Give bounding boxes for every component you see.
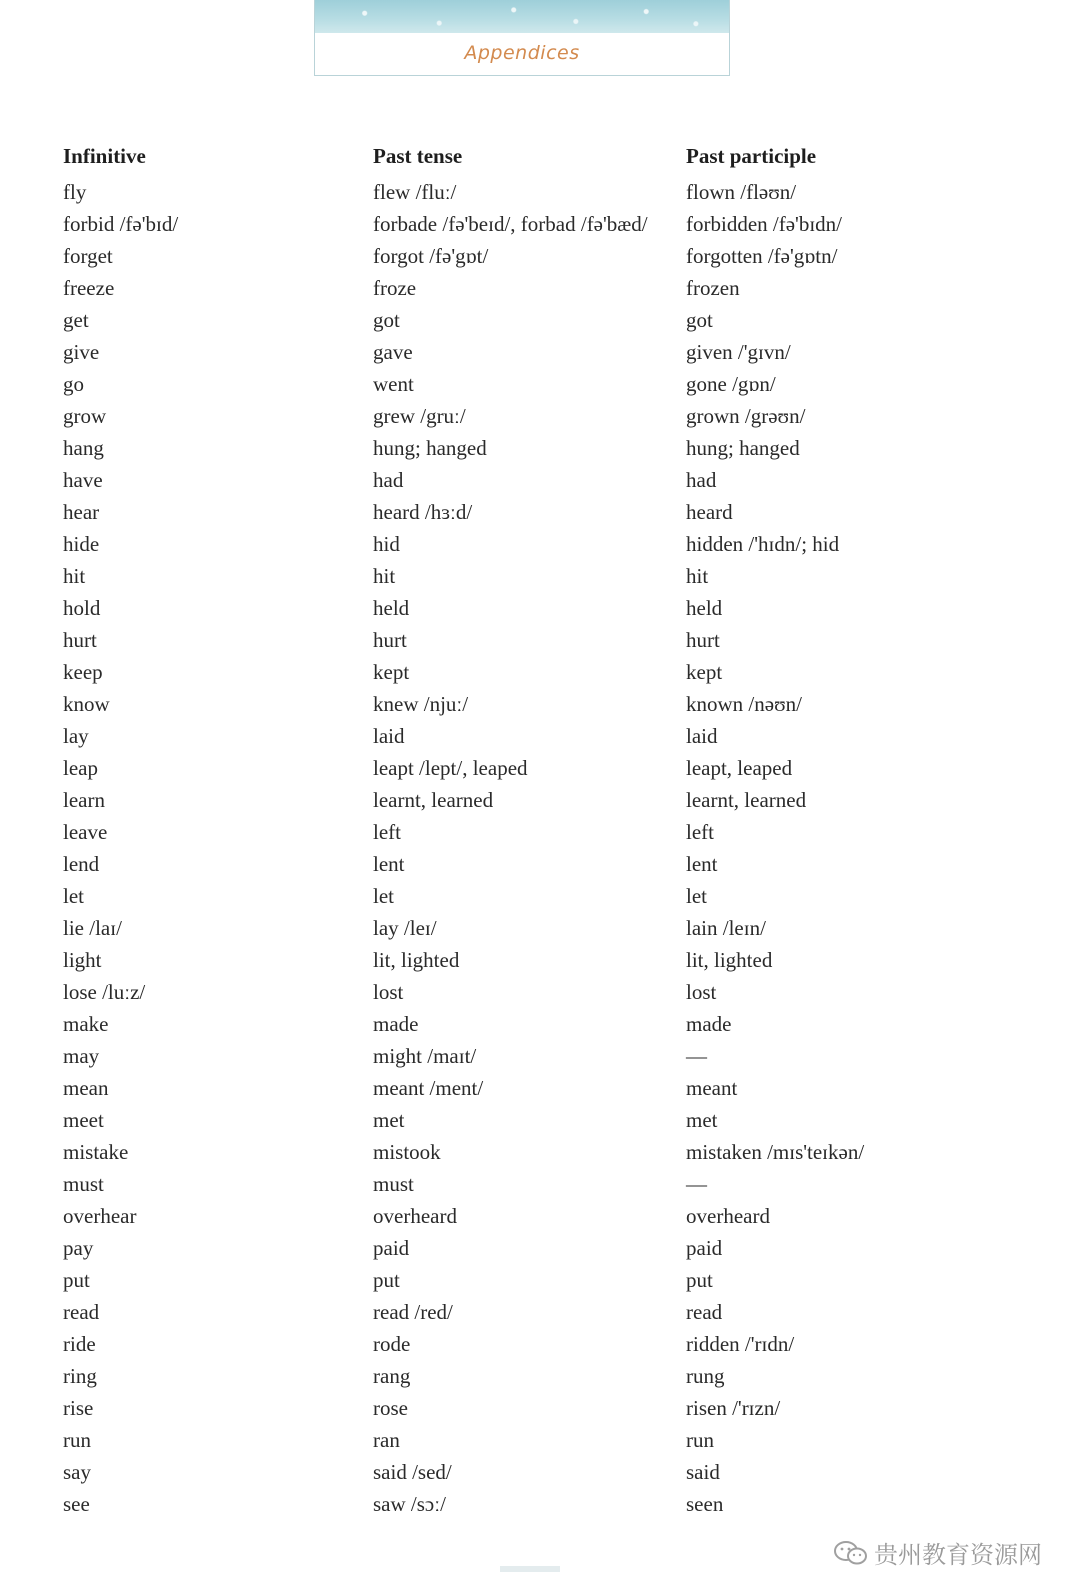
table-row bbox=[63, 240, 963, 272]
past-tense-cell: paid bbox=[373, 1235, 410, 1260]
past-participle-cell: seen bbox=[686, 1491, 724, 1516]
past-participle-cell: learnt, learned bbox=[686, 787, 807, 812]
past-tense-cell: forbade /fə'beɪd/, forbad /fə'bæd/ bbox=[373, 211, 648, 236]
past-participle-cell: leapt, leaped bbox=[686, 755, 793, 780]
watermark bbox=[834, 1535, 1042, 1570]
infinitive-cell: lay bbox=[63, 723, 89, 748]
table-row bbox=[63, 1072, 963, 1104]
table-row bbox=[63, 400, 963, 432]
infinitive-cell: fly bbox=[63, 179, 87, 204]
table-header-row bbox=[63, 136, 963, 176]
infinitive-cell: hold bbox=[63, 595, 101, 620]
infinitive-cell: let bbox=[63, 883, 84, 908]
table-row bbox=[63, 1008, 963, 1040]
watermark-text: 贵州教育资源网 bbox=[874, 1541, 1042, 1569]
past-participle-cell: forbidden /fə'bɪdn/ bbox=[686, 211, 842, 236]
infinitive-cell: know bbox=[63, 691, 110, 716]
past-participle-cell: overheard bbox=[686, 1203, 770, 1228]
past-tense-cell: learnt, learned bbox=[373, 787, 494, 812]
past-tense-cell: let bbox=[373, 883, 394, 908]
table-row bbox=[63, 1328, 963, 1360]
past-participle-cell: run bbox=[686, 1427, 714, 1452]
table-row bbox=[63, 176, 963, 208]
past-participle-cell: paid bbox=[686, 1235, 723, 1260]
past-tense-cell: went bbox=[373, 371, 414, 396]
table-row bbox=[63, 1040, 963, 1072]
infinitive-cell: forbid /fə'bɪd/ bbox=[63, 211, 179, 236]
infinitive-cell: ride bbox=[63, 1331, 96, 1356]
table-row bbox=[63, 1264, 963, 1296]
table-row bbox=[63, 944, 963, 976]
past-participle-cell: given /'gɪvn/ bbox=[686, 339, 791, 364]
infinitive-cell: meet bbox=[63, 1107, 104, 1132]
table-row bbox=[63, 1360, 963, 1392]
table-row bbox=[63, 624, 963, 656]
table-row bbox=[63, 1232, 963, 1264]
past-tense-cell: hung; hanged bbox=[373, 435, 487, 460]
infinitive-cell: mean bbox=[63, 1075, 109, 1100]
past-tense-cell: rose bbox=[373, 1395, 408, 1420]
table-row bbox=[63, 528, 963, 560]
past-participle-cell: meant bbox=[686, 1075, 738, 1100]
column-header-infinitive: Infinitive bbox=[63, 143, 146, 168]
past-tense-cell: saw /sɔː/ bbox=[373, 1491, 446, 1516]
table-row bbox=[63, 912, 963, 944]
infinitive-cell: make bbox=[63, 1011, 109, 1036]
infinitive-cell: hide bbox=[63, 531, 100, 556]
past-tense-cell: flew /fluː/ bbox=[373, 179, 457, 204]
past-tense-cell: must bbox=[373, 1171, 414, 1196]
infinitive-cell: light bbox=[63, 947, 102, 972]
infinitive-cell: see bbox=[63, 1491, 90, 1516]
table-row bbox=[63, 560, 963, 592]
wechat-icon bbox=[834, 1540, 868, 1566]
past-tense-cell: hurt bbox=[373, 627, 407, 652]
table-row bbox=[63, 656, 963, 688]
past-participle-cell: hidden /'hɪdn/; hid bbox=[686, 531, 840, 556]
past-tense-cell: kept bbox=[373, 659, 410, 684]
table-row bbox=[63, 1136, 963, 1168]
past-participle-cell: laid bbox=[686, 723, 718, 748]
past-participle-cell: — bbox=[686, 1171, 707, 1196]
past-tense-cell: grew /gruː/ bbox=[373, 403, 466, 428]
past-tense-cell: forgot /fə'gɒt/ bbox=[373, 243, 489, 268]
infinitive-cell: ring bbox=[63, 1363, 97, 1388]
table-row bbox=[63, 688, 963, 720]
table-row bbox=[63, 304, 963, 336]
infinitive-cell: get bbox=[63, 307, 89, 332]
infinitive-cell: keep bbox=[63, 659, 103, 684]
past-tense-cell: read /red/ bbox=[373, 1299, 453, 1324]
past-participle-cell: known /nəʊn/ bbox=[686, 691, 802, 716]
past-participle-cell: put bbox=[686, 1267, 713, 1292]
past-participle-cell: left bbox=[686, 819, 714, 844]
infinitive-cell: lie /laɪ/ bbox=[63, 915, 122, 940]
infinitive-cell: hurt bbox=[63, 627, 97, 652]
past-participle-cell: said bbox=[686, 1459, 720, 1484]
past-tense-cell: knew /njuː/ bbox=[373, 691, 469, 716]
infinitive-cell: run bbox=[63, 1427, 91, 1452]
table-row bbox=[63, 1456, 963, 1488]
table-row bbox=[63, 720, 963, 752]
past-participle-cell: — bbox=[686, 1043, 707, 1068]
past-tense-cell: met bbox=[373, 1107, 405, 1132]
past-participle-cell: let bbox=[686, 883, 707, 908]
past-participle-cell: forgotten /fə'gɒtn/ bbox=[686, 243, 838, 268]
past-tense-cell: left bbox=[373, 819, 401, 844]
past-participle-cell: gone /gɒn/ bbox=[686, 371, 776, 396]
past-participle-cell: met bbox=[686, 1107, 718, 1132]
past-tense-cell: lay /leɪ/ bbox=[373, 915, 437, 940]
table-row bbox=[63, 1424, 963, 1456]
past-participle-cell: mistaken /mɪs'teɪkən/ bbox=[686, 1139, 865, 1164]
past-participle-cell: lent bbox=[686, 851, 718, 876]
infinitive-cell: hang bbox=[63, 435, 104, 460]
infinitive-cell: must bbox=[63, 1171, 104, 1196]
page-title: Appendices bbox=[464, 42, 580, 64]
past-participle-cell: flown /fləʊn/ bbox=[686, 179, 797, 204]
past-tense-cell: lost bbox=[373, 979, 404, 1004]
table-row bbox=[63, 816, 963, 848]
past-tense-cell: hid bbox=[373, 531, 400, 556]
table-body bbox=[63, 176, 963, 1520]
header-banner bbox=[315, 0, 729, 33]
past-tense-cell: lit, lighted bbox=[373, 947, 460, 972]
past-participle-cell: frozen bbox=[686, 275, 740, 300]
past-tense-cell: might /maɪt/ bbox=[373, 1043, 477, 1068]
past-participle-cell: ridden /'rɪdn/ bbox=[686, 1331, 795, 1356]
past-tense-cell: said /sed/ bbox=[373, 1459, 452, 1484]
past-tense-cell: had bbox=[373, 467, 404, 492]
column-header-past-participle: Past participle bbox=[686, 143, 817, 168]
past-participle-cell: hurt bbox=[686, 627, 720, 652]
infinitive-cell: mistake bbox=[63, 1139, 129, 1164]
past-participle-cell: hit bbox=[686, 563, 709, 588]
past-tense-cell: mistook bbox=[373, 1139, 441, 1164]
infinitive-cell: give bbox=[63, 339, 100, 364]
past-participle-cell: heard bbox=[686, 499, 733, 524]
table-row bbox=[63, 336, 963, 368]
past-tense-cell: held bbox=[373, 595, 410, 620]
past-participle-cell: lain /leɪn/ bbox=[686, 915, 766, 940]
past-tense-cell: meant /ment/ bbox=[373, 1075, 484, 1100]
infinitive-cell: leap bbox=[63, 755, 98, 780]
table-row bbox=[63, 272, 963, 304]
table-row bbox=[63, 208, 963, 240]
past-participle-cell: got bbox=[686, 307, 713, 332]
table-row bbox=[63, 1200, 963, 1232]
past-participle-cell: lost bbox=[686, 979, 717, 1004]
infinitive-cell: forget bbox=[63, 243, 113, 268]
infinitive-cell: pay bbox=[63, 1235, 94, 1260]
table-row bbox=[63, 1104, 963, 1136]
past-participle-cell: lit, lighted bbox=[686, 947, 773, 972]
table-row bbox=[63, 976, 963, 1008]
table-row bbox=[63, 592, 963, 624]
table-row bbox=[63, 752, 963, 784]
past-tense-cell: rode bbox=[373, 1331, 411, 1356]
past-participle-cell: made bbox=[686, 1011, 732, 1036]
past-participle-cell: hung; hanged bbox=[686, 435, 800, 460]
past-tense-cell: laid bbox=[373, 723, 405, 748]
past-tense-cell: rang bbox=[373, 1363, 411, 1388]
past-participle-cell: risen /'rɪzn/ bbox=[686, 1395, 781, 1420]
past-tense-cell: ran bbox=[373, 1427, 400, 1452]
infinitive-cell: leave bbox=[63, 819, 108, 844]
infinitive-cell: freeze bbox=[63, 275, 115, 300]
infinitive-cell: may bbox=[63, 1043, 100, 1068]
infinitive-cell: grow bbox=[63, 403, 107, 428]
table-row bbox=[63, 784, 963, 816]
table-row bbox=[63, 432, 963, 464]
past-tense-cell: gave bbox=[373, 339, 413, 364]
past-tense-cell: froze bbox=[373, 275, 417, 300]
infinitive-cell: hear bbox=[63, 499, 100, 524]
table-row bbox=[63, 1296, 963, 1328]
page-footer-tab bbox=[500, 1566, 560, 1572]
infinitive-cell: put bbox=[63, 1267, 90, 1292]
infinitive-cell: hit bbox=[63, 563, 86, 588]
past-tense-cell: lent bbox=[373, 851, 405, 876]
infinitive-cell: have bbox=[63, 467, 103, 492]
column-header-past-tense: Past tense bbox=[373, 143, 463, 168]
table-row bbox=[63, 368, 963, 400]
infinitive-cell: go bbox=[63, 371, 84, 396]
table-row bbox=[63, 1488, 963, 1520]
infinitive-cell: rise bbox=[63, 1395, 94, 1420]
table-row bbox=[63, 464, 963, 496]
past-tense-cell: leapt /lept/, leaped bbox=[373, 755, 528, 780]
past-participle-cell: grown /grəʊn/ bbox=[686, 403, 806, 428]
infinitive-cell: say bbox=[63, 1459, 91, 1484]
infinitive-cell: read bbox=[63, 1299, 100, 1324]
table-row bbox=[63, 848, 963, 880]
infinitive-cell: overhear bbox=[63, 1203, 137, 1228]
table-row bbox=[63, 1392, 963, 1424]
table-row bbox=[63, 1168, 963, 1200]
table-row bbox=[63, 880, 963, 912]
past-participle-cell: rung bbox=[686, 1363, 725, 1388]
infinitive-cell: lend bbox=[63, 851, 100, 876]
past-tense-cell: put bbox=[373, 1267, 400, 1292]
past-tense-cell: hit bbox=[373, 563, 396, 588]
past-tense-cell: got bbox=[373, 307, 400, 332]
infinitive-cell: lose /luːz/ bbox=[63, 979, 146, 1004]
past-participle-cell: had bbox=[686, 467, 717, 492]
past-tense-cell: made bbox=[373, 1011, 419, 1036]
past-participle-cell: kept bbox=[686, 659, 723, 684]
table-row bbox=[63, 496, 963, 528]
appendix-header bbox=[314, 0, 730, 76]
past-tense-cell: overheard bbox=[373, 1203, 457, 1228]
infinitive-cell: learn bbox=[63, 787, 105, 812]
past-tense-cell: heard /hɜːd/ bbox=[373, 499, 473, 524]
past-participle-cell: read bbox=[686, 1299, 723, 1324]
irregular-verbs-table bbox=[63, 136, 963, 1520]
past-participle-cell: held bbox=[686, 595, 723, 620]
